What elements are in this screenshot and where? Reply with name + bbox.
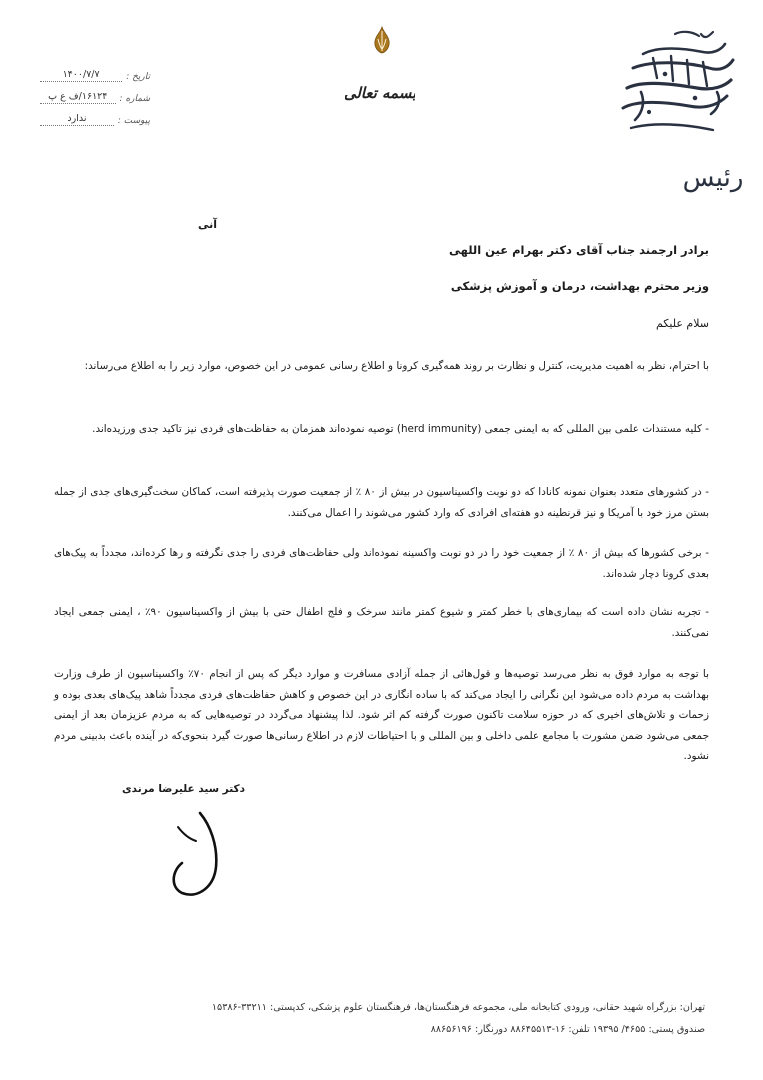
paragraph-other-countries: - برخی کشورها که بیش از ۸۰ ٪ از جمعیت خود را در دو نوبت واکسینه نموده‌اند ولی حفاظت‌های فردی را جدی نگرفته و رها کرده‌اند، مجدداً به پیک‌های بعدی کرونا دچار شده‌اند. — [54, 547, 709, 580]
meta-attachment-label: پیوست : — [117, 116, 150, 126]
meta-attachment — [40, 104, 150, 126]
logo-caption: رئیس — [682, 163, 743, 193]
greeting: سلام علیکم — [655, 317, 709, 330]
meta-attachment-value: ندارد — [40, 113, 114, 126]
paragraph-canada: - در کشورهای متعدد بعنوان نمونه کانادا که دو نوبت واکسیناسیون در بیش از ۸۰ ٪ از جمعیت صورت پذیرفته است، کماکان سخت‌گیری‌های جدی از جمله بستن مرز خود با آمریکا و نیز قرنطینه دو هفته‌ای افرادی که وارد کشور می‌شوند را اعمال می‌کنند. — [54, 486, 709, 519]
paragraph-conclusion: با توجه به موارد فوق به نظر می‌رسد توصیه‌ها و قول‌هائی از جمله آزادی مسافرت و موارد دیگر که پس از انجام ۷۰٪ واکسیناسیون از طرف وزارت بهداشت به مردم داده می‌شود این نگرانی را ایجاد می‌کند که با ساده انگاری در این خصوص و کاهش حفاظت‌های فردی مجدداً شاهد پیک‌های بعدی بوده و زحمات و تلاش‌های اخیری که در حوزه سلامت تاکنون صورت گرفته کم اثر شود. لذا پیشنهاد می‌گردد در توصیه‌هایی که به مردم عزیزمان بعد از ایمنی جمعی می‌شود ضمن مشورت با مجامع علمی داخلی و بین المللی و با احتیاطات لازم در اطلاع رسانی‌ها صورت گیرد بنحوی‌که در آینده باعث بدبینی مردم نشود. — [54, 668, 709, 763]
urgency-mark: آنی — [197, 218, 217, 231]
paragraph-intro: با احترام، نظر به اهمیت مدیریت، کنترل و نظارت بر روند همه‌گیری کرونا و اطلاع رسانی عمومی در این خصوص، موارد زیر را به اطلاع می‌رساند: — [84, 360, 709, 373]
national-emblem-icon — [371, 25, 393, 55]
basmala-text: بسمه تعالی — [345, 84, 415, 102]
addressee: برادر ارجمند جناب آقای دکتر بهرام عین اللهی — [449, 243, 709, 257]
addressee-title: وزیر محترم بهداشت، درمان و آموزش پزشکی — [450, 279, 709, 293]
academy-logo — [613, 26, 743, 201]
meta-number — [40, 82, 150, 104]
basmala — [345, 78, 415, 108]
meta-date — [40, 60, 150, 82]
letter-meta — [40, 60, 150, 126]
academy-logo-calligraphy — [613, 26, 743, 201]
footer-address: تهران: بزرگراه شهید حقانی، ورودی کتابخانه ملی، مجموعه فرهنگستان‌ها، فرهنگستان علوم پزشکی، کدپستی: ۳۳۲۱۱-۱۵۳۸۶ — [211, 1002, 705, 1013]
meta-number-value: ۱۶۱۲۴/ف ع پ — [40, 91, 116, 104]
footer-contact: صندوق پستی: ۴۶۵۵/ ۱۹۳۹۵ تلفن: ۱۶-۸۸۶۴۵۵۱۳ دورنگار: ۸۸۶۵۶۱۹۶ — [430, 1024, 705, 1035]
signatory-name: دکتر سید علیرضا مرندی — [122, 783, 245, 795]
handwritten-signature — [160, 805, 240, 905]
meta-number-label: شماره : — [119, 94, 150, 104]
meta-date-value: ۱۴۰۰/۷/۷ — [40, 69, 122, 82]
meta-date-label: تاریخ : — [126, 72, 150, 82]
paragraph-experience: - تجربه نشان داده است که بیماری‌های با خطر کمتر و شیوع کمتر مانند سرخک و فلج اطفال حتی با بیش از واکسیناسیون ۹۰٪ ، ایمنی جمعی ایجاد نمی‌کنند. — [54, 606, 709, 639]
paragraph-herd-immunity: - کلیه مستندات علمی بین المللی که به ایمنی جمعی (herd immunity) توصیه نموده‌اند همزمان به حفاظت‌های فردی نیز تاکید جدی ورزیده‌اند. — [92, 423, 709, 436]
